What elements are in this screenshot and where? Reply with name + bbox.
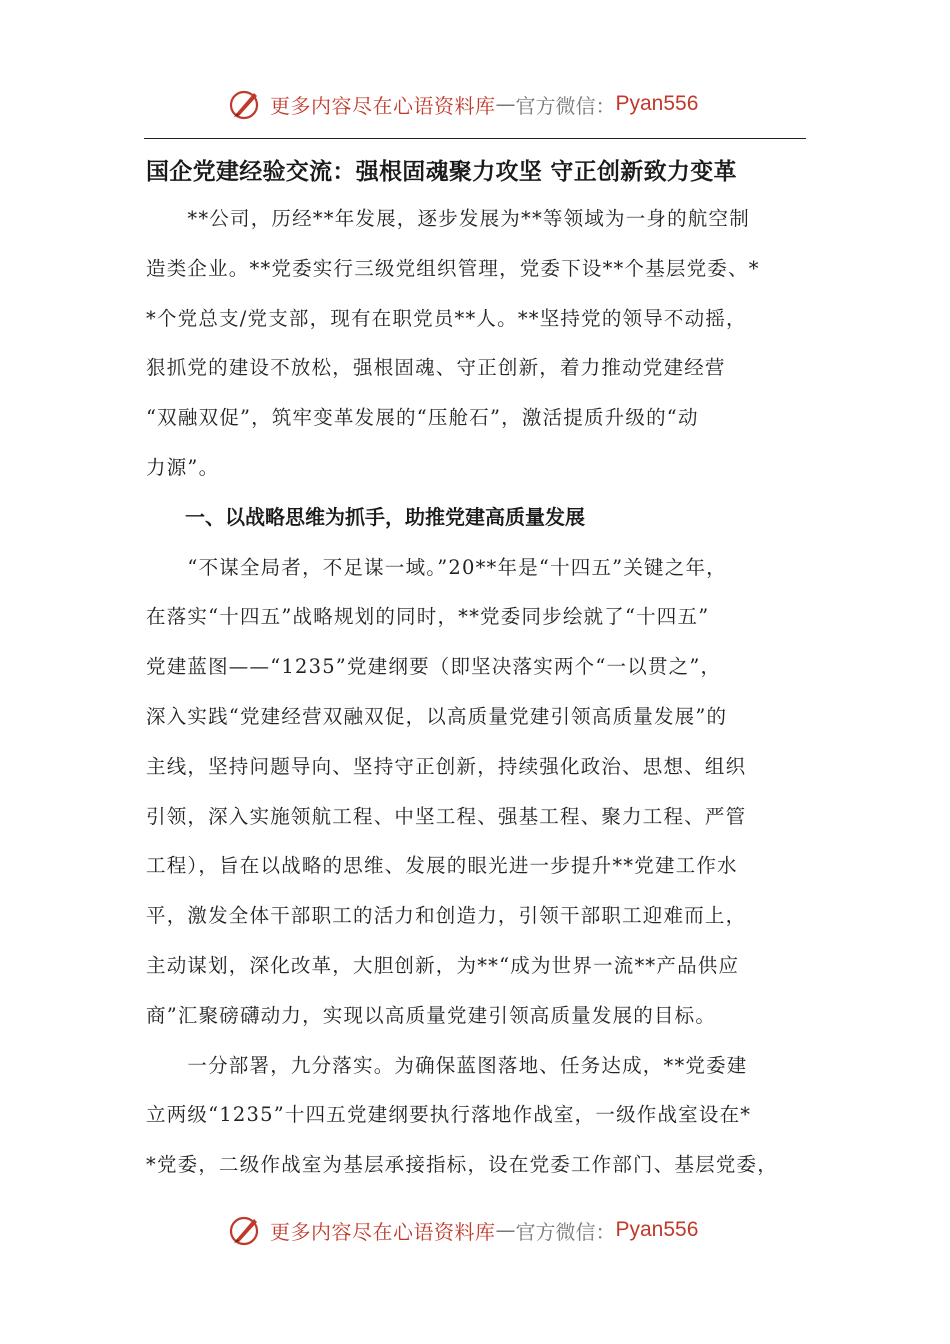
text-line: 一分部署，九分落实。为确保蓝图落地、任务达成，**党委建 (146, 1053, 748, 1077)
header-divider (144, 138, 806, 139)
header-banner (228, 84, 698, 124)
text-line: 在落实“十四五”战略规划的同时，**党委同步绘就了“十四五” (146, 605, 710, 629)
banner-wechat-id: Pyan556 (615, 92, 699, 115)
text-line: **公司，历经**年发展，逐步发展为**等领域为一身的航空制 (146, 207, 750, 230)
text-line: “不谋全局者，不足谋一域。”20**年是“十四五”关键之年， (146, 555, 727, 579)
text-line: 力源”。 (146, 455, 220, 479)
text-line: 造类企业。**党委实行三级党组织管理，党委下设**个基层党委、* (146, 256, 760, 280)
intro-paragraph (146, 194, 810, 493)
text-line: 工程），旨在以战略的思维、发展的眼光进一步提升**党建工作水 (146, 854, 738, 878)
text-line: 深入实践“党建经营双融双促，以高质量党建引领高质量发展”的 (146, 704, 728, 728)
quill-pen-logo-icon (228, 87, 262, 121)
banner-site-text: 更多内容尽在心语资料库 (270, 1219, 496, 1244)
banner-dash: — (495, 1218, 516, 1242)
quill-pen-logo-icon (228, 1213, 262, 1247)
text-line: 商”汇聚磅礴动力，实现以高质量党建引领高质量发展的目标。 (146, 1003, 717, 1027)
text-line: 狠抓党的建设不放松，强根固魂、守正创新，着力推动党建经营 (146, 356, 726, 380)
banner-wechat-label: 官方微信： (515, 93, 616, 118)
banner-dash: — (495, 92, 516, 116)
banner-site-text: 更多内容尽在心语资料库 (270, 93, 496, 118)
document-body (146, 150, 810, 1190)
section-heading: 一、以战略思维为抓手，助推党建高质量发展 (185, 504, 585, 529)
text-line: *个党总支/党支部，现有在职党员**人。**坚持党的领导不动摇， (146, 306, 747, 330)
text-line: *党委，二级作战室为基层承接指标，设在党委工作部门、基层党委， (146, 1153, 778, 1177)
text-line: 党建蓝图——“1235”党建纲要（即坚决落实两个“一以贯之”， (146, 655, 722, 679)
banner-wechat-id: Pyan556 (615, 1218, 699, 1241)
text-line: 引领，深入实施领航工程、中坚工程、强基工程、聚力工程、严管 (146, 804, 747, 828)
document-title: 国企党建经验交流：强根固魂聚力攻坚 守正创新致力变革 (146, 158, 737, 185)
section1-paragraph-2 (146, 1041, 810, 1190)
text-line: 主动谋划，深化改革，大胆创新，为**“成为世界一流**产品供应 (146, 953, 740, 977)
text-line: “双融双促”，筑牢变革发展的“压舱石”，激活提质升级的“动 (146, 406, 699, 430)
banner-wechat-label: 官方微信： (515, 1219, 616, 1244)
text-line: 平，激发全体干部职工的活力和创造力，引领干部职工迎难而上， (146, 904, 747, 928)
text-line: 立两级“1235”十四五党建纲要执行落地作战室，一级作战室设在* (146, 1103, 752, 1127)
section1-paragraph-1 (146, 543, 810, 1041)
text-line: 主线，坚持问题导向、坚持守正创新，持续强化政治、思想、组织 (146, 754, 747, 778)
footer-banner (228, 1210, 698, 1250)
